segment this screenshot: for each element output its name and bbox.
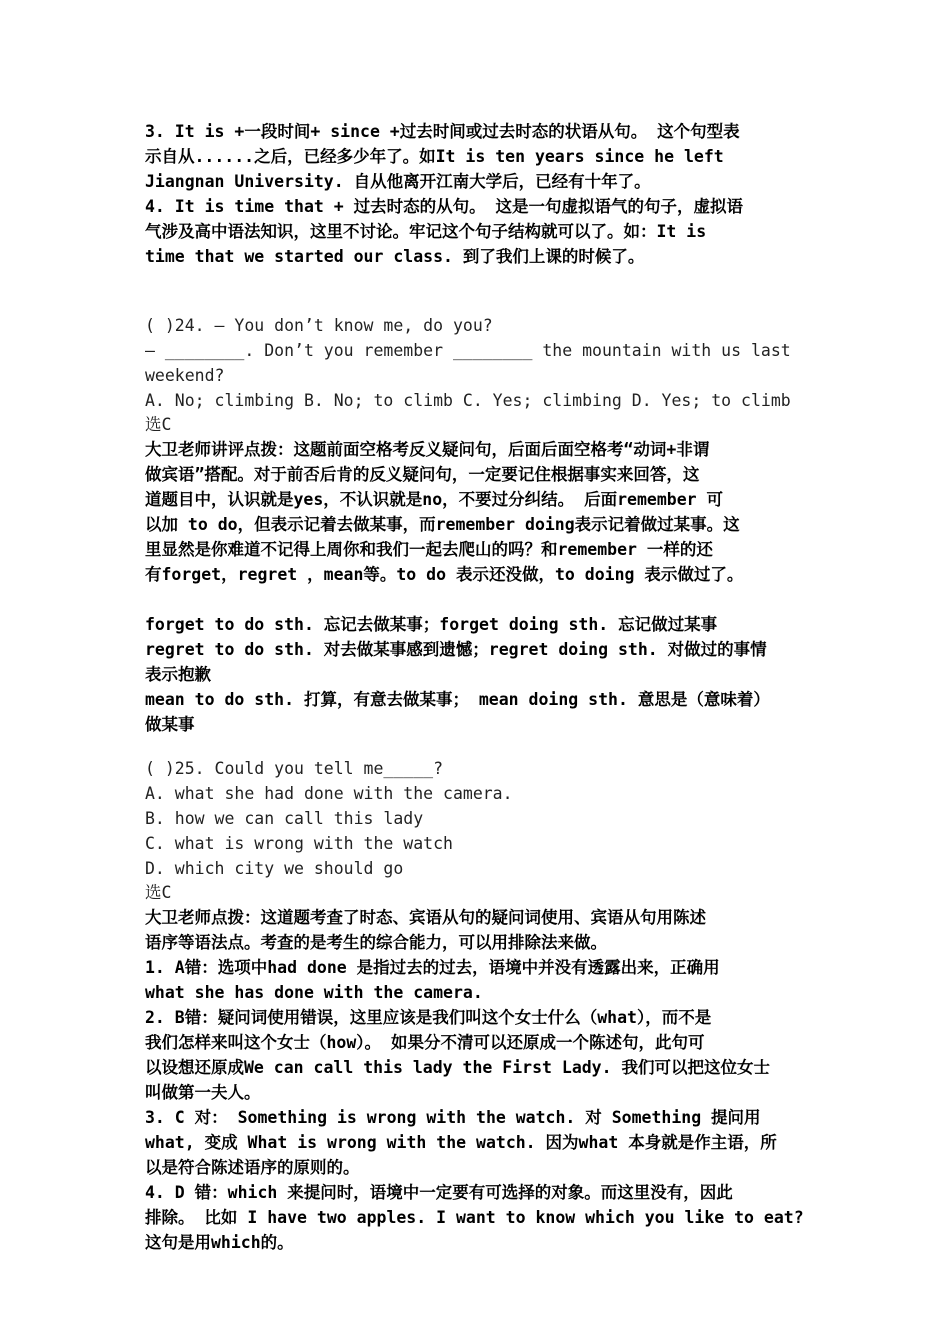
text-line: 语序等语法点。考查的是考生的综合能力，可以用排除法来做。 xyxy=(145,933,607,952)
text-line: time that we started our class. 到了我们上课的时候了。 xyxy=(145,247,645,266)
text-line: 大卫老师点拨：这道题考查了时态、宾语从句的疑问词使用、宾语从句用陈述 xyxy=(145,908,706,927)
question-24-stem: — ________. Don’t you remember ________ the mountain with us last xyxy=(145,341,791,360)
question-25-option: D. which city we should go xyxy=(145,859,404,878)
question-24-stem: weekend? xyxy=(145,366,225,385)
question-25-option: B. how we can call this lady xyxy=(145,809,424,828)
text-line: 4. It is time that + 过去时态的从句。 这是一句虚拟语气的句子，虚拟语 xyxy=(145,197,744,216)
text-line: 做宾语”搭配。对于前否后肯的反义疑问句，一定要记住根据事实来回答，这 xyxy=(145,465,700,484)
text-line: 以加 to do，但表示记着去做某事，而remember doing表示记着做过某事。这 xyxy=(145,515,740,534)
text-line: 我们怎样来叫这个女士（how）。 如果分不清可以还原成一个陈述句，此句可 xyxy=(145,1033,705,1052)
text-line: 叫做第一夫人。 xyxy=(145,1083,261,1102)
text-line: 大卫老师讲评点拨：这题前面空格考反义疑问句，后面后面空格考“动词+非谓 xyxy=(145,440,710,459)
text-line: 做某事 xyxy=(145,715,195,734)
text-line: regret to do sth. 对去做某事感到遗憾；regret doing sth. 对做过的事情 xyxy=(145,640,767,659)
text-line: mean to do sth. 打算，有意去做某事； mean doing sth. 意思是（意味着） xyxy=(145,690,770,709)
text-line: 3. C 对： Something is wrong with the watch. 对 Something 提问用 xyxy=(145,1108,761,1127)
text-line: Jiangnan University. 自从他离开江南大学后，已经有十年了。 xyxy=(145,172,651,191)
text-line: 道题目中，认识就是yes，不认识就是no，不要过分纠结。 后面remember 可 xyxy=(145,490,724,509)
text-line: 3. It is +一段时间+ since +过去时间或过去时态的状语从句。 这个句型表 xyxy=(145,122,740,141)
text-line: 2. B错：疑问词使用错误，这里应该是我们叫这个女士什么（what），而不是 xyxy=(145,1008,712,1027)
text-line: 1. A错：选项中had done 是指过去的过去，语境中并没有透露出来，正确用 xyxy=(145,958,720,977)
question-24-stem: ( )24. — You don’t know me, do you? xyxy=(145,316,493,335)
text-line: 示自从......之后，已经多少年了。如It is ten years since he left xyxy=(145,147,724,166)
text-line: 气涉及高中语法知识，这里不讨论。牢记这个句子结构就可以了。如：It is xyxy=(145,222,707,241)
text-line: 以设想还原成We can call this lady the First Lady. 我们可以把这位女士 xyxy=(145,1058,770,1077)
text-line: 这句是用which的。 xyxy=(145,1233,294,1252)
question-25-stem: ( )25. Could you tell me_____? xyxy=(145,759,444,778)
text-line: 以是符合陈述语序的原则的。 xyxy=(145,1158,360,1177)
text-line: forget to do sth. 忘记去做某事；forget doing sth. 忘记做过某事 xyxy=(145,615,718,634)
text-line: 里显然是你难道不记得上周你和我们一起去爬山的吗？和remember 一样的还 xyxy=(145,540,713,559)
question-25-option: A. what she had done with the camera. xyxy=(145,784,513,803)
question-25-option: C. what is wrong with the watch xyxy=(145,834,453,853)
question-24-answer: 选C xyxy=(145,415,172,434)
text-line: what, 变成 What is wrong with the watch. 因为what 本身就是作主语，所 xyxy=(145,1133,777,1152)
text-line: 4. D 错：which 来提问时，语境中一定要有可选择的对象。而这里没有，因此 xyxy=(145,1183,733,1202)
text-line: 排除。 比如 I have two apples. I want to know which you like to eat? xyxy=(145,1208,804,1227)
question-25-answer: 选C xyxy=(145,883,172,902)
question-24-options: A. No; climbing B. No; to climb C. Yes; climbing D. Yes; to climb xyxy=(145,391,791,410)
text-line: what she has done with the camera. xyxy=(145,983,483,1002)
text-line: 表示抱歉 xyxy=(145,665,211,684)
text-line: 有forget，regret ，mean等。to do 表示还没做，to doing 表示做过了。 xyxy=(145,565,744,584)
